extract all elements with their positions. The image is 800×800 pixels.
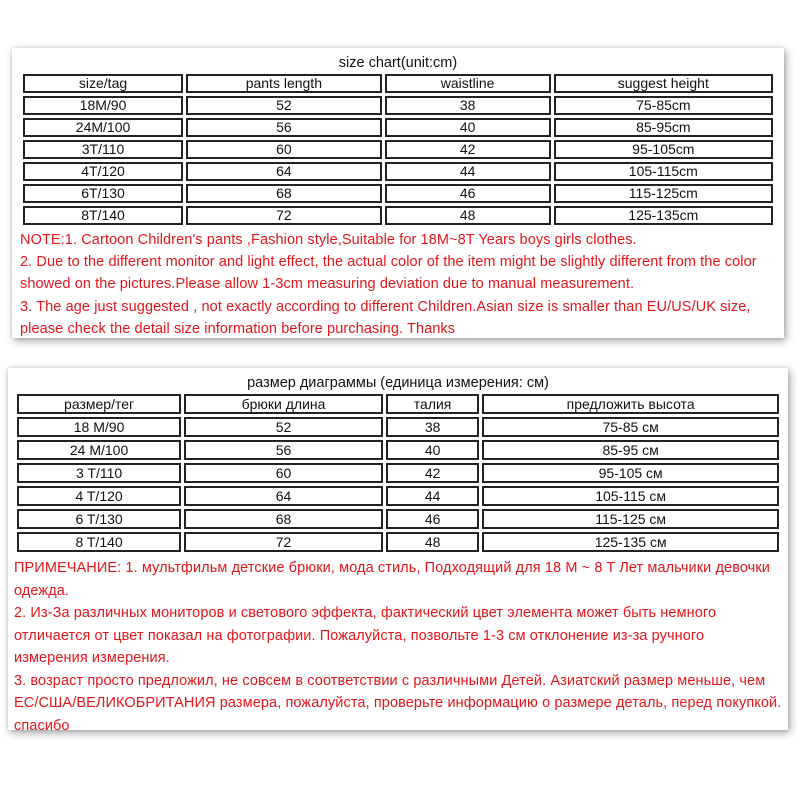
size-table — [20, 71, 776, 228]
height-cell: 95-105 см — [482, 463, 779, 483]
waist-cell: 40 — [385, 118, 551, 137]
header-cell: талия — [386, 394, 479, 414]
table-row — [17, 417, 779, 437]
header-cell: pants length — [186, 74, 382, 93]
length-cell: 56 — [184, 440, 383, 460]
table-row — [17, 440, 779, 460]
note-2: 2. Из-За различных мониторов и светового эффекта, фактический цвет элемента может быть немного отличается от цвет показал на фотографии. Пожалуйста, позвольте 1-3 см отклонение из-за ручного измерения измерения. — [14, 605, 717, 666]
table-row — [23, 96, 773, 115]
size-cell: 24 M/100 — [17, 440, 181, 460]
length-cell: 64 — [186, 162, 382, 181]
table-row — [17, 463, 779, 483]
table-row — [17, 532, 779, 552]
height-cell: 125-135 см — [482, 532, 779, 552]
height-cell: 115-125cm — [554, 184, 773, 203]
size-cell: 3 T/110 — [17, 463, 181, 483]
table-header-row — [17, 394, 779, 414]
waist-cell: 48 — [386, 532, 479, 552]
waist-cell: 48 — [385, 206, 551, 225]
waist-cell: 46 — [385, 184, 551, 203]
height-cell: 95-105cm — [554, 140, 773, 159]
table-row — [23, 118, 773, 137]
length-cell: 68 — [184, 509, 383, 529]
table-row — [23, 140, 773, 159]
length-cell: 60 — [186, 140, 382, 159]
size-table — [14, 391, 782, 555]
header-cell: waistline — [385, 74, 551, 93]
waist-cell: 42 — [386, 463, 479, 483]
chart-title: size chart(unit:cm) — [338, 55, 458, 71]
note-1: ПРИМЕЧАНИЕ: 1. мультфильм детские брюки, мода стиль, Подходящий для 18 M ~ 8 T Лет мальчики девочки одежда. — [14, 560, 770, 599]
chart-title: размер диаграммы (единица измерения: см) — [247, 375, 549, 391]
waist-cell: 46 — [386, 509, 479, 529]
waist-cell: 44 — [385, 162, 551, 181]
size-cell: 4 T/120 — [17, 486, 181, 506]
note-3: 3. возраст просто предложил, не совсем в соответствии с различными Детей. Азиатский размер меньше, чем EC/США/ВЕЛИКОБРИТАНИЯ размера, пожалуйста, проверьте информацию о размере деталь, перед покупкой. спасибо — [14, 672, 782, 734]
height-cell: 85-95cm — [554, 118, 773, 137]
size-cell: 6T/130 — [23, 184, 183, 203]
table-row — [23, 184, 773, 203]
length-cell: 56 — [186, 118, 382, 137]
notes-block — [20, 229, 776, 340]
size-cell: 8 T/140 — [17, 532, 181, 552]
length-cell: 60 — [184, 463, 383, 483]
header-cell: размер/тег — [17, 394, 181, 414]
waist-cell: 38 — [385, 96, 551, 115]
length-cell: 64 — [184, 486, 383, 506]
note-2: 2. Due to the different monitor and light effect, the actual color of the item might be slightly different from the color showed on the pictures.Please allow 1-3cm measuring deviation due to manual measurement. — [20, 254, 757, 293]
size-chart-russian — [8, 368, 788, 734]
table-row — [23, 206, 773, 225]
waist-cell: 40 — [386, 440, 479, 460]
header-cell: suggest height — [554, 74, 773, 93]
table-row — [17, 486, 779, 506]
waist-cell: 44 — [386, 486, 479, 506]
waist-cell: 42 — [385, 140, 551, 159]
waist-cell: 38 — [386, 417, 479, 437]
length-cell: 52 — [186, 96, 382, 115]
notes-block — [14, 557, 782, 737]
size-cell: 24M/100 — [23, 118, 183, 137]
height-cell: 115-125 см — [482, 509, 779, 529]
length-cell: 68 — [186, 184, 382, 203]
size-cell: 6 T/130 — [17, 509, 181, 529]
header-cell: size/tag — [23, 74, 183, 93]
table-row — [17, 509, 779, 529]
height-cell: 105-115cm — [554, 162, 773, 181]
header-cell: брюки длина — [184, 394, 383, 414]
height-cell: 125-135cm — [554, 206, 773, 225]
size-cell: 8T/140 — [23, 206, 183, 225]
table-row — [23, 162, 773, 181]
height-cell: 75-85 см — [482, 417, 779, 437]
height-cell: 85-95 см — [482, 440, 779, 460]
size-chart-english — [12, 48, 784, 338]
length-cell: 52 — [184, 417, 383, 437]
table-header-row — [23, 74, 773, 93]
note-3: 3. The age just suggested , not exactly according to different Children.Asian size is smaller than EU/US/UK size, please check the detail size information before purchasing. Thanks — [20, 298, 751, 337]
length-cell: 72 — [186, 206, 382, 225]
length-cell: 72 — [184, 532, 383, 552]
size-cell: 4T/120 — [23, 162, 183, 181]
size-cell: 18 M/90 — [17, 417, 181, 437]
height-cell: 105-115 см — [482, 486, 779, 506]
header-cell: предложить высота — [482, 394, 779, 414]
size-cell: 3T/110 — [23, 140, 183, 159]
note-1: NOTE:1. Cartoon Children's pants ,Fashion style,Suitable for 18M~8T Years boys girls clothes. — [20, 232, 637, 248]
height-cell: 75-85cm — [554, 96, 773, 115]
size-cell: 18M/90 — [23, 96, 183, 115]
